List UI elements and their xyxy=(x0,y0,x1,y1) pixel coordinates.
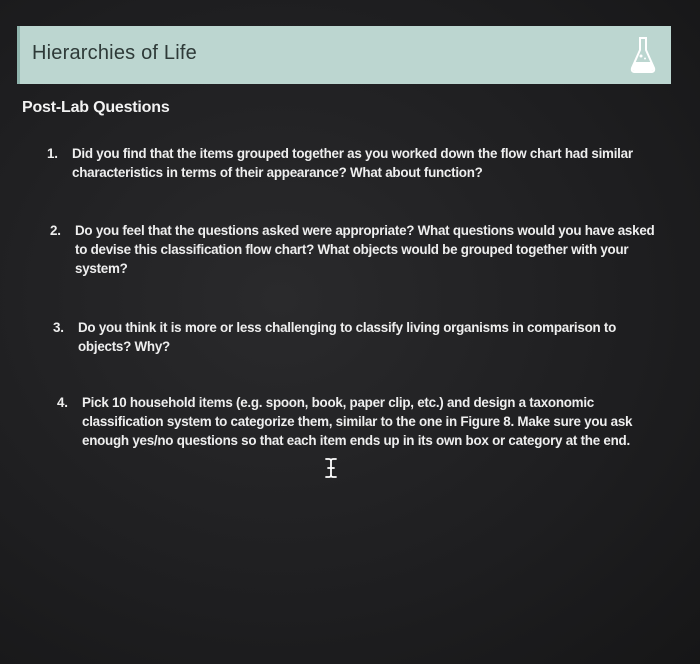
question-text: Pick 10 household items (e.g. spoon, book, paper clip, etc.) and design a taxonomic classification system to categorize them, similar to the one in Figure 8. Make sure you ask enough yes/no questions so that each item ends up in its own box or category at the end. xyxy=(82,395,633,448)
question-text: Do you think it is more or less challenging to classify living organisms in comparison to objects? Why? xyxy=(78,320,617,354)
question-number: 3. xyxy=(53,320,64,335)
question-text: Do you feel that the questions asked were appropriate? What questions would you have asked to devise this classification flow chart? What objects would be grouped together with your system? xyxy=(75,223,655,276)
page-title: Hierarchies of Life xyxy=(32,42,197,64)
question-text: Did you find that the items grouped together as you worked down the flow chart had similar characteristics in terms of their appearance? What about function? xyxy=(72,146,633,180)
question-number: 2. xyxy=(50,223,61,238)
text-cursor-icon xyxy=(324,457,338,479)
question-number: 4. xyxy=(57,395,68,410)
header-banner xyxy=(17,26,671,84)
section-heading: Post-Lab Questions xyxy=(22,99,170,116)
flask-icon xyxy=(629,34,657,76)
question-number: 1. xyxy=(47,146,58,161)
